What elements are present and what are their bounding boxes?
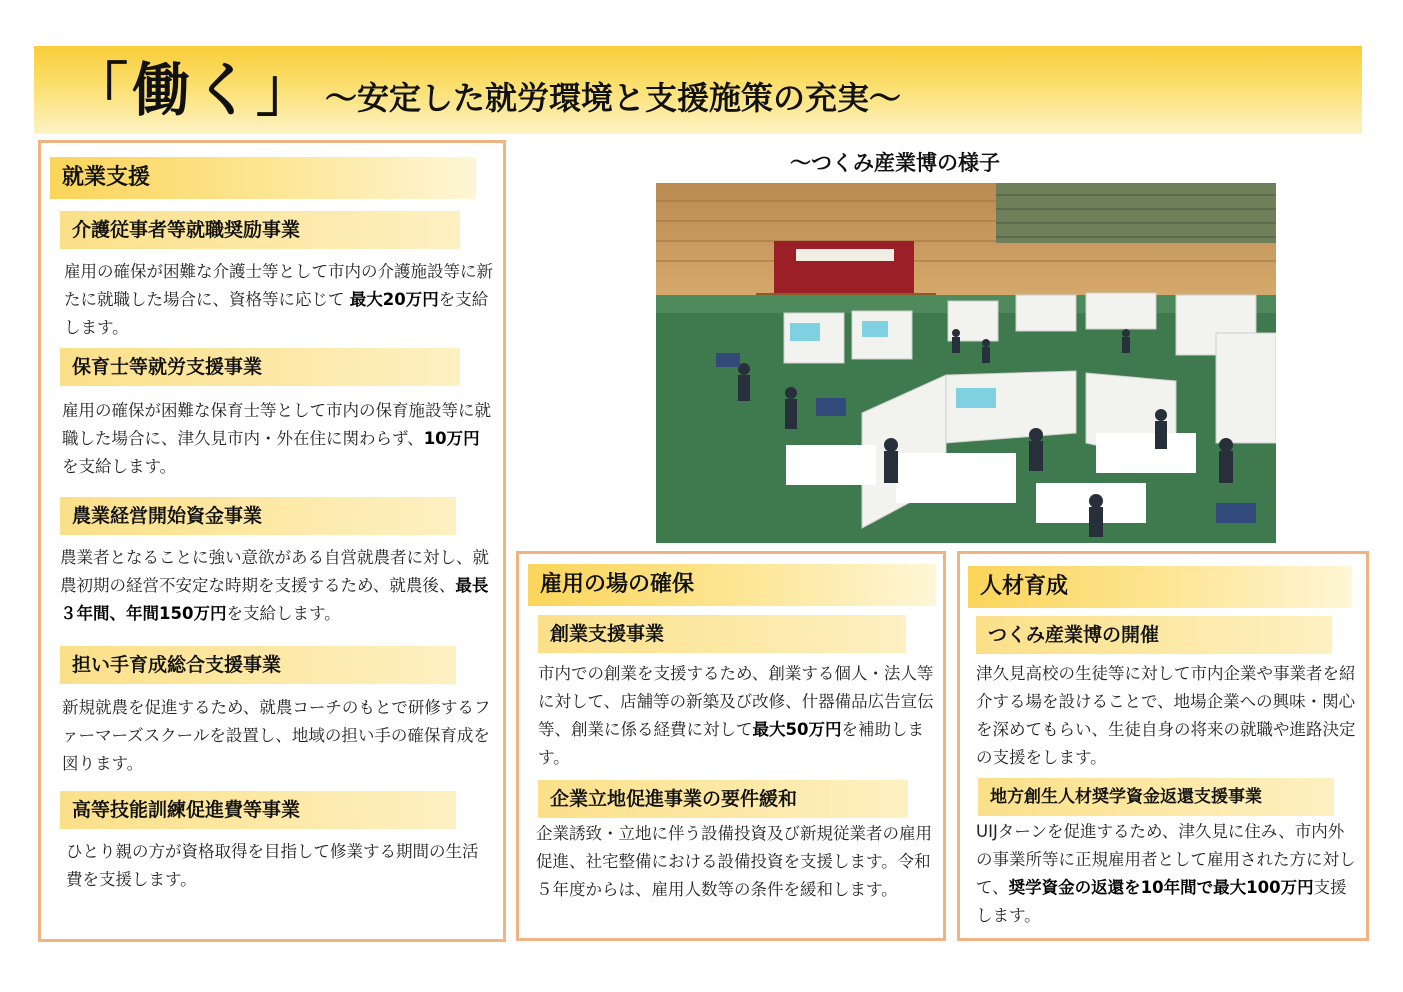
item-title-childcare-worker: 保育士等就労支援事業: [60, 348, 460, 386]
item-text-location-relaxation: 企業誘致・立地に伴う設備投資及び新規従業者の雇用促進、社宅整備における設備投資を支援します。令和５年度からは、雇用人数等の条件を緩和します。: [536, 824, 932, 899]
item-text-successor-training: 新規就農を促進するため、就農コーチのもとで研修するファーマーズスクールを設置し、地域の担い手の確保育成を図ります。: [62, 698, 491, 773]
item-text-vocational-training: ひとり親の方が資格取得を目指して修業する期間の生活費を支援します。: [66, 842, 479, 889]
amount-highlight: 奨学資金の返還を10年間で最大100万円: [1008, 878, 1314, 897]
item-text-scholarship-repayment: UIJターンを促進するため、津久見に住み、市内外の事業所等に正規雇用者として雇用された方に対して、奨学資金の返還を10年間で最大100万円支援します。: [976, 822, 1356, 925]
item-title-location-relaxation: 企業立地促進事業の要件緩和: [538, 780, 908, 818]
item-title-agriculture-fund: 農業経営開始資金事業: [60, 497, 456, 535]
amount-highlight: 最長３年間、年間150万円: [60, 576, 489, 623]
item-title-scholarship-repayment: 地方創生人材奨学資金返還支援事業: [978, 778, 1334, 816]
item-title-care-worker: 介護従事者等就職奨励事業: [60, 211, 460, 249]
item-title-startup-support: 創業支援事業: [538, 615, 906, 653]
amount-highlight: 最大50万円: [752, 720, 842, 739]
item-text-care-worker: 雇用の確保が困難な介護士等として市内の介護施設等に新たに就職した場合に、資格等に応じて 最大20万円を支給します。: [64, 262, 493, 337]
item-text-agriculture-fund: 農業者となることに強い意欲がある自営就農者に対し、就農初期の経営不安定な時期を支援するため、就農後、最長３年間、年間150万円を支給します。: [60, 548, 489, 623]
amount-highlight: 10万円: [423, 429, 480, 448]
page-subtitle: ～安定した就労環境と支援施策の充実～: [325, 79, 902, 117]
item-title-industry-fair: つくみ産業博の開催: [976, 616, 1332, 654]
amount-highlight: 最大20万円: [349, 290, 439, 309]
industry-fair-photo: [656, 183, 1276, 543]
item-title-successor-training: 担い手育成総合支援事業: [60, 646, 456, 684]
photo-caption: ～つくみ産業博の様子: [790, 151, 1000, 175]
page-title: 「働く」: [70, 56, 319, 124]
item-text-industry-fair: 津久見高校の生徒等に対して市内企業や事業者を紹介する場を設けることで、地場企業への興味・関心を深めてもらい、生徒自身の将来の就職や進路決定の支援をします。: [976, 664, 1356, 767]
section-heading-job-creation: 雇用の場の確保: [528, 564, 936, 606]
item-title-vocational-training: 高等技能訓練促進費等事業: [60, 791, 456, 829]
item-text-startup-support: 市内での創業を支援するため、創業する個人・法人等に対して、店舗等の新築及び改修、什器備品広告宣伝等、創業に係る経費に対して最大50万円を補助します。: [538, 664, 934, 767]
section-heading-employment-support: 就業支援: [50, 157, 476, 199]
item-text-childcare-worker: 雇用の確保が困難な保育士等として市内の保育施設等に就職した場合に、津久見市内・外在住に関わらず、10万円を支給します。: [62, 401, 491, 476]
section-heading-human-resources: 人材育成: [968, 566, 1352, 608]
